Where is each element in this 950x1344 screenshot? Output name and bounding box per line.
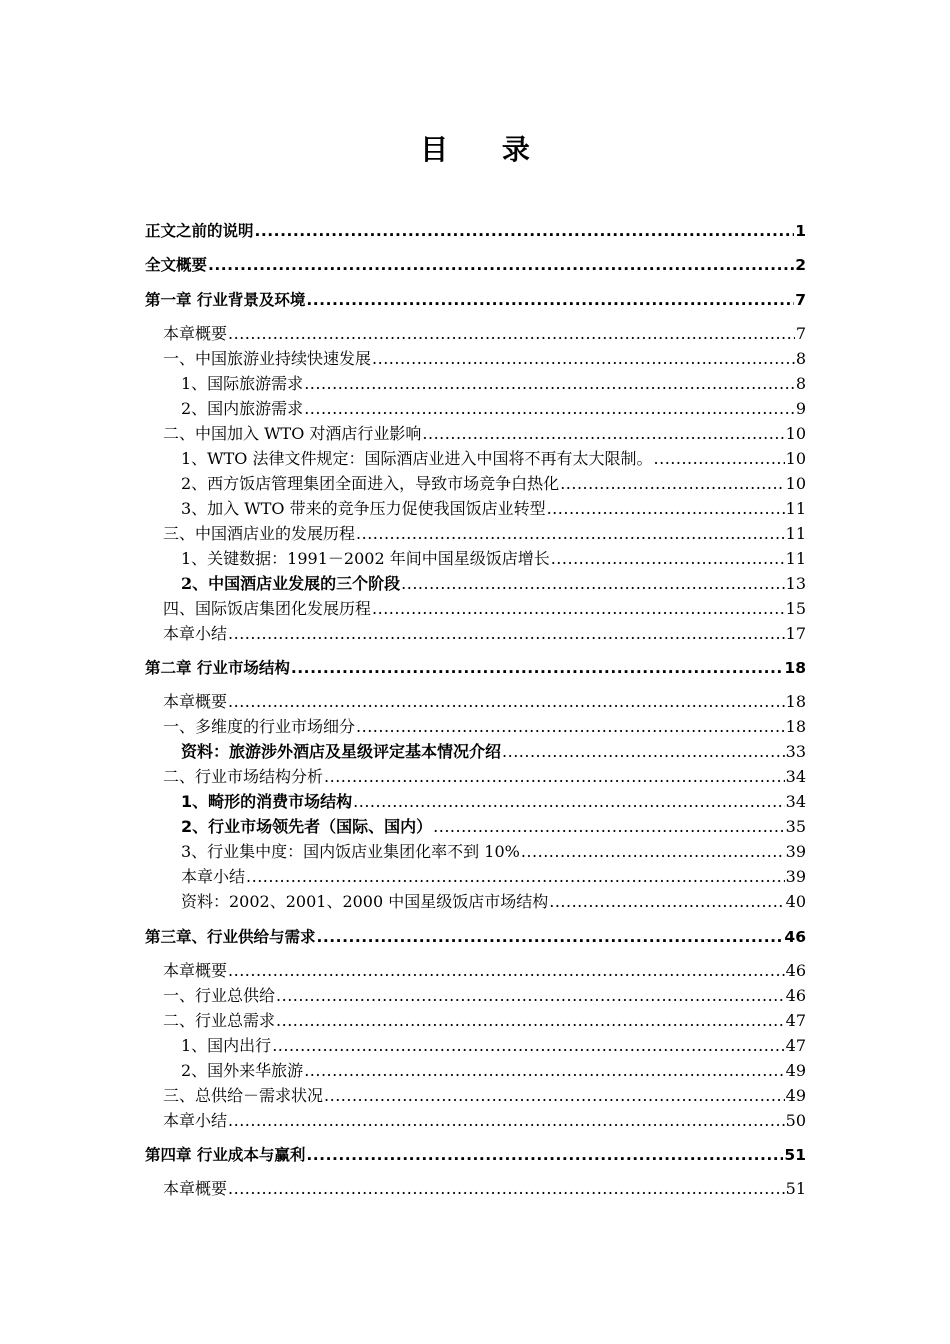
toc-entry-label: 资料：2002、2001、2000 中国星级饭店市场结构: [181, 892, 549, 911]
toc-entry-label: 四、国际饭店集团化发展历程: [163, 599, 372, 618]
toc-entry[interactable]: [181, 791, 806, 813]
toc-page-number: 11: [785, 524, 806, 543]
toc-page-number: 49: [785, 1086, 806, 1105]
toc-page-number: 34: [785, 767, 806, 786]
toc-page-number: 10: [785, 424, 806, 443]
toc-leader-dots: [560, 473, 784, 495]
toc-entry-label: 3、加入 WTO 带来的竞争压力促使我国饭店业转型: [181, 499, 546, 518]
toc-page-number: 39: [785, 842, 806, 861]
toc-leader-dots: [304, 398, 795, 420]
toc-leader-dots: [317, 926, 784, 948]
toc-page-number: 46: [785, 986, 806, 1005]
toc-entry-label: 二、行业市场结构分析: [163, 767, 324, 786]
toc-leader-dots: [547, 498, 785, 520]
toc-entry-label: 1、国内出行: [181, 1036, 272, 1055]
toc-entry-label: 本章小结: [181, 867, 246, 886]
toc-entry-label: 全文概要: [145, 256, 208, 274]
toc-leader-dots: [401, 573, 785, 595]
toc-entry[interactable]: [163, 623, 806, 645]
toc-entry[interactable]: [181, 841, 806, 863]
toc-leader-dots: [304, 1060, 784, 1082]
toc-entry-label: 一、中国旅游业持续快速发展: [163, 349, 372, 368]
toc-entry-label: 三、总供给－需求状况: [163, 1086, 324, 1105]
toc-page-number: 18: [785, 717, 806, 736]
toc-entry[interactable]: [163, 348, 806, 370]
toc-entry[interactable]: [163, 1178, 806, 1200]
toc-entry-label: 2、西方饭店管理集团全面进入，导致市场竞争白热化: [181, 474, 560, 493]
toc-entry[interactable]: [181, 1060, 806, 1082]
toc-entry[interactable]: [181, 498, 806, 520]
toc-page-number: 10: [785, 474, 806, 493]
toc-entry-label: 一、多维度的行业市场细分: [163, 717, 356, 736]
toc-leader-dots: [276, 985, 785, 1007]
toc-page-number: 11: [785, 499, 806, 518]
toc-page-number: 7: [795, 291, 806, 309]
toc-entry-label: 第四章 行业成本与赢利: [145, 1146, 306, 1164]
toc-leader-dots: [276, 1010, 785, 1032]
toc-leader-dots: [502, 741, 785, 763]
toc-page-number: 46: [785, 961, 806, 980]
toc-leader-dots: [422, 423, 784, 445]
toc-entry[interactable]: [145, 657, 806, 679]
toc-entry[interactable]: [181, 816, 806, 838]
toc-leader-dots: [551, 548, 785, 570]
toc-entry[interactable]: [181, 448, 806, 470]
toc-entry[interactable]: [163, 766, 806, 788]
toc-leader-dots: [246, 866, 785, 888]
toc-entry-label: 1、国际旅游需求: [181, 374, 304, 393]
toc-entry[interactable]: [181, 473, 806, 495]
toc-leader-dots: [228, 1110, 785, 1132]
toc-entry-label: 1、关键数据：1991－2002 年间中国星级饭店增长: [181, 549, 550, 568]
toc-entry[interactable]: [181, 373, 806, 395]
toc-entry[interactable]: [163, 985, 806, 1007]
toc-entry[interactable]: [163, 716, 806, 738]
toc-entry[interactable]: [145, 220, 806, 242]
toc-entry-label: 二、中国加入 WTO 对酒店行业影响: [163, 424, 422, 443]
toc-leader-dots: [306, 289, 794, 311]
toc-leader-dots: [356, 716, 785, 738]
toc-entry[interactable]: [163, 960, 806, 982]
toc-entry[interactable]: [181, 548, 806, 570]
toc-page-number: 34: [785, 792, 806, 811]
toc-page-number: 47: [785, 1036, 806, 1055]
toc-page-number: 17: [785, 624, 806, 643]
toc-page-number: 13: [785, 574, 806, 593]
toc-leader-dots: [306, 1144, 783, 1166]
toc-entry-label: 二、行业总需求: [163, 1011, 276, 1030]
toc-page-number: 8: [795, 374, 806, 393]
toc-entry-label: 本章概要: [163, 961, 228, 980]
toc-entry-label: 正文之前的说明: [145, 222, 254, 240]
toc-entry[interactable]: [163, 1085, 806, 1107]
toc-entry-label: 3、行业集中度：国内饭店业集团化率不到 10%: [181, 842, 520, 861]
toc-entry-label: 第一章 行业背景及环境: [145, 291, 306, 309]
toc-page-number: 49: [785, 1061, 806, 1080]
toc-entry-label: 2、中国酒店业发展的三个阶段: [181, 574, 401, 593]
toc-entry[interactable]: [163, 423, 806, 445]
toc-leader-dots: [208, 254, 794, 276]
toc-entry[interactable]: [163, 598, 806, 620]
toc-page-number: 18: [784, 659, 806, 677]
toc-entry[interactable]: [181, 573, 806, 595]
toc-leader-dots: [291, 657, 784, 679]
toc-entry[interactable]: [181, 891, 806, 913]
toc-leader-dots: [372, 348, 795, 370]
toc-entry-label: 本章概要: [163, 1179, 228, 1198]
toc-leader-dots: [433, 816, 785, 838]
toc-page-number: 33: [785, 742, 806, 761]
toc-leader-dots: [228, 623, 785, 645]
toc-entry[interactable]: [145, 254, 806, 276]
toc-leader-dots: [549, 891, 784, 913]
toc-page-number: 39: [785, 867, 806, 886]
toc-entry[interactable]: [181, 741, 806, 763]
toc-entry-label: 第二章 行业市场结构: [145, 659, 290, 677]
toc-entry-label: 2、国内旅游需求: [181, 399, 304, 418]
toc-entry[interactable]: [163, 691, 806, 713]
toc-entry-label: 本章小结: [163, 624, 228, 643]
toc-entry[interactable]: [181, 866, 806, 888]
toc-leader-dots: [353, 791, 785, 813]
toc-page-number: 51: [784, 1146, 806, 1164]
toc-page-number: 18: [785, 692, 806, 711]
toc-entry[interactable]: [163, 323, 806, 345]
toc-leader-dots: [324, 766, 785, 788]
toc-page-number: 47: [785, 1011, 806, 1030]
toc-leader-dots: [654, 448, 785, 470]
toc-page-number: 35: [785, 817, 806, 836]
toc-leader-dots: [272, 1035, 784, 1057]
toc-entry-label: 1、WTO 法律文件规定：国际酒店业进入中国将不再有太大限制。: [181, 449, 653, 468]
toc-entry-label: 本章概要: [163, 692, 228, 711]
toc-entry-label: 资料：旅游涉外酒店及星级评定基本情况介绍: [181, 742, 502, 761]
toc-leader-dots: [228, 691, 785, 713]
toc-page-number: 11: [785, 549, 806, 568]
toc-page-number: 1: [795, 222, 806, 240]
toc-leader-dots: [228, 1178, 785, 1200]
toc-leader-dots: [356, 523, 785, 545]
toc-page-number: 10: [785, 449, 806, 468]
toc-leader-dots: [324, 1085, 785, 1107]
toc-page-number: 7: [795, 324, 806, 343]
toc-entry-label: 1、畸形的消费市场结构: [181, 792, 353, 811]
toc-page-number: 46: [784, 928, 806, 946]
toc-entry[interactable]: [163, 1110, 806, 1132]
toc-entry-label: 一、行业总供给: [163, 986, 276, 1005]
toc-entry-label: 第三章、行业供给与需求: [145, 928, 316, 946]
toc-page-number: 9: [795, 399, 806, 418]
toc-entry-label: 本章概要: [163, 324, 228, 343]
toc-entry[interactable]: [145, 289, 806, 311]
toc-page-number: 51: [785, 1179, 806, 1198]
toc-entry[interactable]: [163, 1010, 806, 1032]
toc-leader-dots: [228, 323, 795, 345]
toc-entry[interactable]: [181, 398, 806, 420]
toc-page-number: 40: [785, 892, 806, 911]
toc-entry-label: 三、中国酒店业的发展历程: [163, 524, 356, 543]
toc-page-number: 8: [795, 349, 806, 368]
toc-page-number: 15: [785, 599, 806, 618]
page-title: 目 录: [420, 133, 552, 166]
toc-leader-dots: [228, 960, 785, 982]
toc-page-number: 50: [785, 1111, 806, 1130]
toc-page-number: 2: [795, 256, 806, 274]
toc-entry[interactable]: [145, 926, 806, 948]
toc-leader-dots: [372, 598, 785, 620]
toc-leader-dots: [521, 841, 785, 863]
toc-entry-label: 2、行业市场领先者（国际、国内）: [181, 817, 433, 836]
toc-leader-dots: [304, 373, 795, 395]
toc-entry[interactable]: [145, 1144, 806, 1166]
toc-leader-dots: [255, 220, 795, 242]
toc-entry-label: 2、国外来华旅游: [181, 1061, 304, 1080]
toc-entry[interactable]: [163, 523, 806, 545]
toc-entry-label: 本章小结: [163, 1111, 228, 1130]
toc-entry[interactable]: [181, 1035, 806, 1057]
